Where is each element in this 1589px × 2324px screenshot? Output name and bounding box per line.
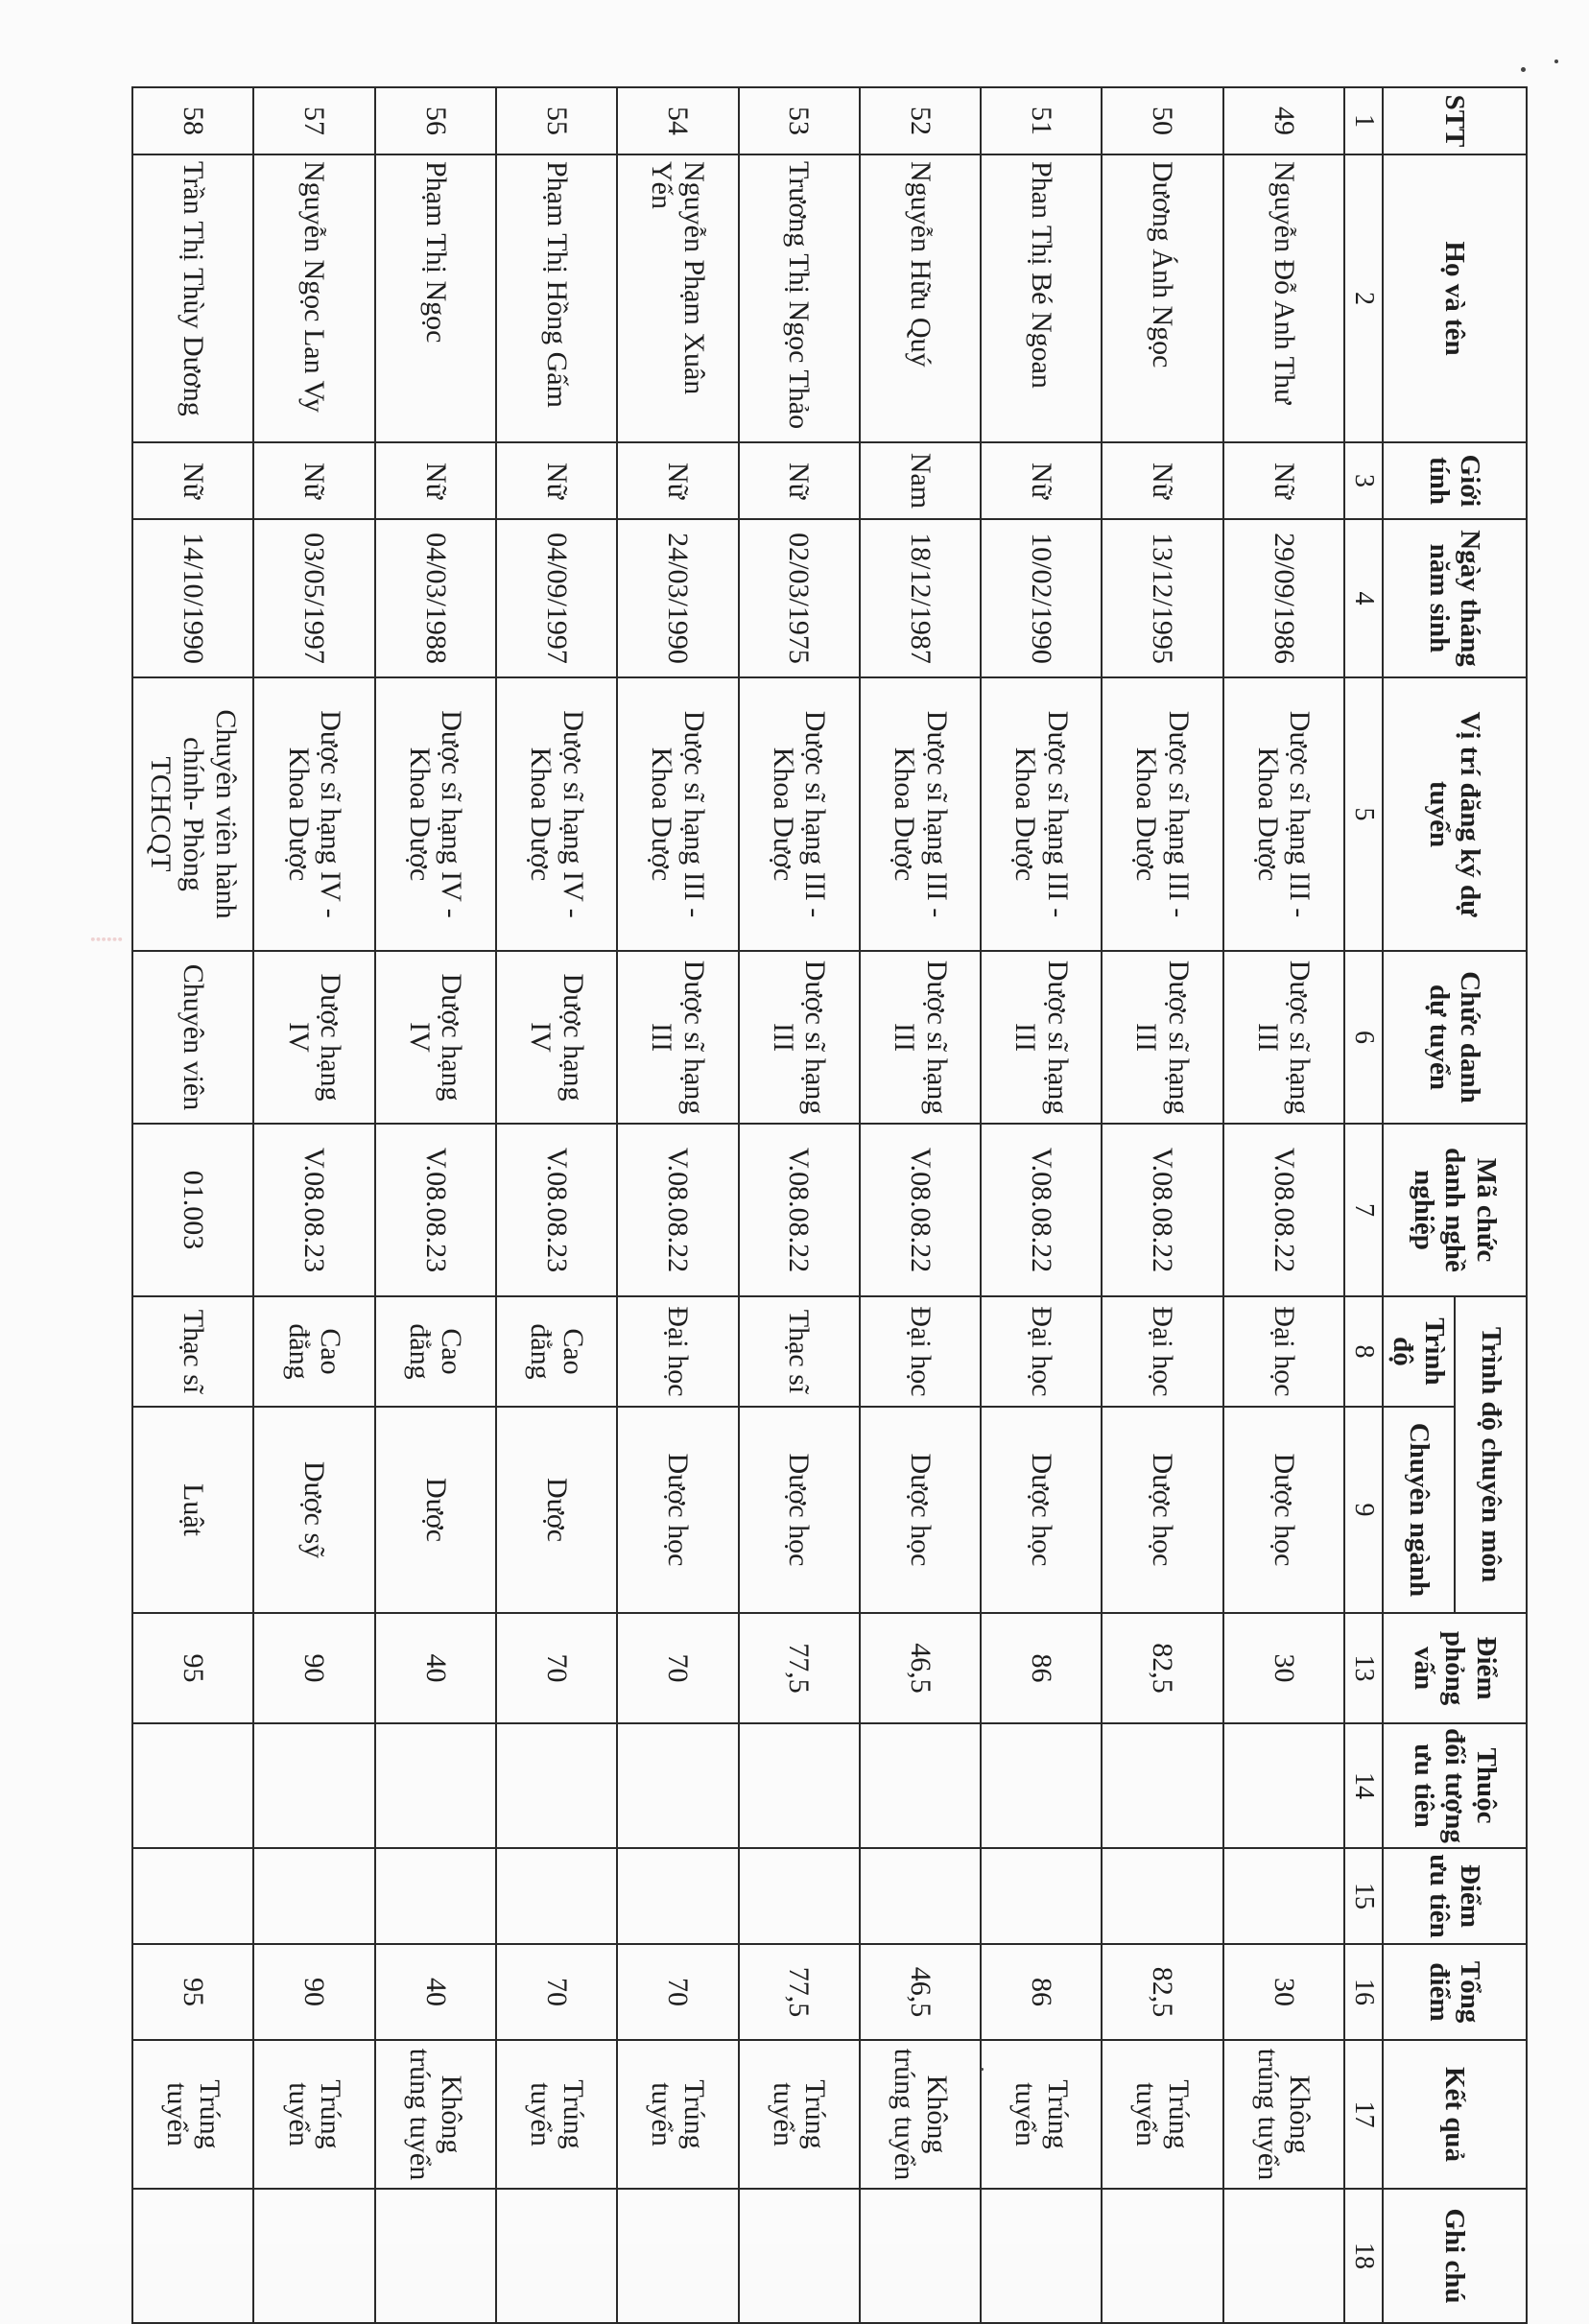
cell-title: Dược sĩ hạng III [1102, 951, 1222, 1124]
cell-title: Dược hạng IV [375, 951, 496, 1124]
cell-dob: 04/03/1988 [375, 519, 496, 677]
header-stt: STT [1383, 87, 1527, 154]
header-ghi-chu: Ghi chú [1383, 2189, 1527, 2323]
cell-note [860, 2189, 981, 2323]
table-row [860, 87, 981, 2323]
header-vi-tri: Vị trí đăng ký dự tuyển [1383, 677, 1527, 951]
cell-stt: 54 [617, 87, 738, 154]
cell-name: Trương Thị Ngọc Thảo [739, 154, 860, 442]
header-chuc-danh: Chức danh dự tuyển [1383, 951, 1527, 1124]
cell-level: Thạc sĩ [132, 1296, 253, 1407]
cell-result: Không trúng tuyển [1223, 2040, 1344, 2189]
cell-stt: 52 [860, 87, 981, 154]
cell-code: V.08.08.22 [1102, 1124, 1222, 1296]
col-number: 7 [1344, 1124, 1383, 1296]
cell-stt: 58 [132, 87, 253, 154]
cell-level: Đại học [860, 1296, 981, 1407]
col-number: 17 [1344, 2040, 1383, 2189]
cell-code: V.08.08.22 [617, 1124, 738, 1296]
header-ket-qua: Kết quả [1383, 2040, 1527, 2189]
cell-total-score: 30 [1223, 1944, 1344, 2040]
cell-position: Dược sĩ hạng IV - Khoa Dược [375, 677, 496, 951]
cell-position: Dược sĩ hạng III - Khoa Dược [739, 677, 860, 951]
table-row [496, 87, 617, 2323]
cell-gender: Nam [860, 442, 981, 519]
cell-priority-group [253, 1723, 374, 1848]
cell-title: Chuyên viên [132, 951, 253, 1124]
col-number: 6 [1344, 951, 1383, 1124]
cell-title: Dược sĩ hạng III [617, 951, 738, 1124]
col-number: 16 [1344, 1944, 1383, 2040]
cell-total-score: 77,5 [739, 1944, 860, 2040]
header-chuyen-nganh: Chuyên ngành [1383, 1407, 1455, 1613]
cell-interview-score: 46,5 [860, 1613, 981, 1723]
cell-dob: 04/09/1997 [496, 519, 617, 677]
cell-level: Cao đẳng [375, 1296, 496, 1407]
col-number: 5 [1344, 677, 1383, 951]
cell-result: Trúng tuyển [739, 2040, 860, 2189]
cell-priority-score [1102, 1848, 1222, 1944]
header-ho-ten: Họ và tên [1383, 154, 1527, 442]
cell-dob: 24/03/1990 [617, 519, 738, 677]
cell-stt: 49 [1223, 87, 1344, 154]
cell-name: Nguyễn Ngọc Lan Vy [253, 154, 374, 442]
cell-priority-group [617, 1723, 738, 1848]
faint-red-mark: ⸽ [90, 936, 122, 943]
cell-major: Dược học [1223, 1407, 1344, 1613]
col-number: 18 [1344, 2189, 1383, 2323]
cell-level: Đại học [1102, 1296, 1222, 1407]
cell-major: Dược học [739, 1407, 860, 1613]
cell-major: Dược [375, 1407, 496, 1613]
cell-dob: 14/10/1990 [132, 519, 253, 677]
cell-position: Dược sĩ hạng III - Khoa Dược [981, 677, 1102, 951]
scan-speck [981, 2068, 984, 2071]
cell-major: Dược học [981, 1407, 1102, 1613]
cell-priority-group [375, 1723, 496, 1848]
scan-speck [1521, 67, 1526, 72]
cell-level: Cao đẳng [253, 1296, 374, 1407]
cell-result: Trúng tuyển [132, 2040, 253, 2189]
cell-stt: 56 [375, 87, 496, 154]
cell-dob: 03/05/1997 [253, 519, 374, 677]
col-number: 15 [1344, 1848, 1383, 1944]
header-trinh-do-chuyen-mon: Trình độ chuyên môn [1455, 1296, 1527, 1613]
cell-major: Dược học [860, 1407, 981, 1613]
header-diem-phong-van: Điểm phỏng vấn [1383, 1613, 1527, 1723]
cell-priority-score [739, 1848, 860, 1944]
header-ngay-sinh: Ngày tháng năm sinh [1383, 519, 1527, 677]
table-row [617, 87, 738, 2323]
cell-result: Không trúng tuyển [860, 2040, 981, 2189]
cell-gender: Nữ [253, 442, 374, 519]
cell-code: V.08.08.22 [739, 1124, 860, 1296]
cell-total-score: 86 [981, 1944, 1102, 2040]
cell-result: Trúng tuyển [496, 2040, 617, 2189]
cell-major: Luật [132, 1407, 253, 1613]
col-number: 2 [1344, 154, 1383, 442]
cell-name: Nguyễn Phạm Xuân Yến [617, 154, 738, 442]
cell-gender: Nữ [132, 442, 253, 519]
cell-note [253, 2189, 374, 2323]
cell-position: Dược sĩ hạng IV - Khoa Dược [253, 677, 374, 951]
cell-position: Dược sĩ hạng III - Khoa Dược [860, 677, 981, 951]
cell-gender: Nữ [496, 442, 617, 519]
cell-title: Dược sĩ hạng III [860, 951, 981, 1124]
cell-gender: Nữ [1102, 442, 1222, 519]
cell-total-score: 90 [253, 1944, 374, 2040]
cell-interview-score: 90 [253, 1613, 374, 1723]
header-row-1 [1455, 87, 1527, 2323]
cell-interview-score: 40 [375, 1613, 496, 1723]
cell-result: Trúng tuyển [981, 2040, 1102, 2189]
cell-code: V.08.08.23 [253, 1124, 374, 1296]
cell-name: Trần Thị Thùy Dương [132, 154, 253, 442]
cell-code: V.08.08.23 [375, 1124, 496, 1296]
header-tong-diem: Tổng điểm [1383, 1944, 1527, 2040]
col-number: 13 [1344, 1613, 1383, 1723]
scan-speck [1554, 59, 1558, 63]
cell-level: Thạc sĩ [739, 1296, 860, 1407]
cell-priority-group [1102, 1723, 1222, 1848]
cell-title: Dược hạng IV [253, 951, 374, 1124]
cell-total-score: 40 [375, 1944, 496, 2040]
cell-priority-score [981, 1848, 1102, 1944]
cell-title: Dược sĩ hạng III [981, 951, 1102, 1124]
table-row [1223, 87, 1344, 2323]
cell-code: V.08.08.22 [981, 1124, 1102, 1296]
cell-title: Dược sĩ hạng III [1223, 951, 1344, 1124]
table-row [253, 87, 374, 2323]
cell-dob: 10/02/1990 [981, 519, 1102, 677]
cell-position: Chuyên viên hành chính- Phòng TCHCQT [132, 677, 253, 951]
col-number: 4 [1344, 519, 1383, 677]
cell-priority-group [981, 1723, 1102, 1848]
col-number: 3 [1344, 442, 1383, 519]
cell-interview-score: 70 [617, 1613, 738, 1723]
cell-stt: 53 [739, 87, 860, 154]
col-number: 9 [1344, 1407, 1383, 1613]
cell-priority-group [132, 1723, 253, 1848]
cell-note [617, 2189, 738, 2323]
cell-interview-score: 95 [132, 1613, 253, 1723]
cell-priority-group [739, 1723, 860, 1848]
cell-gender: Nữ [981, 442, 1102, 519]
table-row [132, 87, 253, 2323]
cell-interview-score: 77,5 [739, 1613, 860, 1723]
cell-priority-score [860, 1848, 981, 1944]
cell-priority-score [496, 1848, 617, 1944]
cell-result: Không trúng tuyển [375, 2040, 496, 2189]
cell-total-score: 82,5 [1102, 1944, 1222, 2040]
cell-gender: Nữ [1223, 442, 1344, 519]
cell-interview-score: 30 [1223, 1613, 1344, 1723]
header-diem-uu-tien: Điểm ưu tiên [1383, 1848, 1527, 1944]
cell-result: Trúng tuyển [253, 2040, 374, 2189]
table-row [739, 87, 860, 2323]
cell-note [1102, 2189, 1222, 2323]
cell-level: Đại học [617, 1296, 738, 1407]
cell-priority-group [860, 1723, 981, 1848]
cell-dob: 18/12/1987 [860, 519, 981, 677]
cell-stt: 50 [1102, 87, 1222, 154]
cell-total-score: 70 [617, 1944, 738, 2040]
cell-name: Dương Ánh Ngọc [1102, 154, 1222, 442]
cell-major: Dược học [617, 1407, 738, 1613]
cell-interview-score: 70 [496, 1613, 617, 1723]
table-row [375, 87, 496, 2323]
cell-name: Phạm Thị Ngọc [375, 154, 496, 442]
table-row [981, 87, 1102, 2323]
cell-code: V.08.08.23 [496, 1124, 617, 1296]
cell-level: Đại học [981, 1296, 1102, 1407]
cell-dob: 02/03/1975 [739, 519, 860, 677]
cell-priority-score [375, 1848, 496, 1944]
cell-code: 01.003 [132, 1124, 253, 1296]
results-table [131, 86, 1528, 2324]
cell-note [981, 2189, 1102, 2323]
cell-name: Nguyễn Đỗ Anh Thư [1223, 154, 1344, 442]
header-doi-tuong-uu-tien: Thuộc đối tượng ưu tiên [1383, 1723, 1527, 1848]
cell-total-score: 95 [132, 1944, 253, 2040]
cell-note [1223, 2189, 1344, 2323]
col-number: 14 [1344, 1723, 1383, 1848]
cell-note [132, 2189, 253, 2323]
cell-result: Trúng tuyển [1102, 2040, 1222, 2189]
cell-total-score: 70 [496, 1944, 617, 2040]
cell-dob: 29/09/1986 [1223, 519, 1344, 677]
cell-priority-score [132, 1848, 253, 1944]
cell-gender: Nữ [617, 442, 738, 519]
cell-note [496, 2189, 617, 2323]
cell-gender: Nữ [739, 442, 860, 519]
cell-title: Dược hạng IV [496, 951, 617, 1124]
cell-priority-score [1223, 1848, 1344, 1944]
cell-priority-score [617, 1848, 738, 1944]
cell-priority-group [496, 1723, 617, 1848]
cell-level: Đại học [1223, 1296, 1344, 1407]
cell-major: Dược sỹ [253, 1407, 374, 1613]
cell-name: Nguyễn Hữu Quý [860, 154, 981, 442]
header-trinh-do: Trình độ [1383, 1296, 1455, 1407]
rotated-table-container [131, 86, 1528, 2304]
cell-stt: 51 [981, 87, 1102, 154]
cell-code: V.08.08.22 [860, 1124, 981, 1296]
col-number: 8 [1344, 1296, 1383, 1407]
table-row [1102, 87, 1222, 2323]
column-number-row [1344, 87, 1383, 2323]
cell-position: Dược sĩ hạng III - Khoa Dược [1102, 677, 1222, 951]
cell-major: Dược học [1102, 1407, 1222, 1613]
cell-result: Trúng tuyển [617, 2040, 738, 2189]
cell-position: Dược sĩ hạng III - Khoa Dược [1223, 677, 1344, 951]
cell-dob: 13/12/1995 [1102, 519, 1222, 677]
cell-priority-group [1223, 1723, 1344, 1848]
cell-note [375, 2189, 496, 2323]
header-gioi-tinh: Giới tính [1383, 442, 1527, 519]
cell-title: Dược sĩ hạng III [739, 951, 860, 1124]
cell-stt: 57 [253, 87, 374, 154]
col-number: 1 [1344, 87, 1383, 154]
cell-name: Phạm Thị Hồng Gấm [496, 154, 617, 442]
cell-level: Cao đẳng [496, 1296, 617, 1407]
cell-interview-score: 82,5 [1102, 1613, 1222, 1723]
header-ma-chuc-danh: Mã chức danh nghề nghiệp [1383, 1124, 1527, 1296]
cell-position: Dược sĩ hạng IV - Khoa Dược [496, 677, 617, 951]
cell-code: V.08.08.22 [1223, 1124, 1344, 1296]
cell-position: Dược sĩ hạng III - Khoa Dược [617, 677, 738, 951]
cell-gender: Nữ [375, 442, 496, 519]
cell-stt: 55 [496, 87, 617, 154]
cell-note [739, 2189, 860, 2323]
cell-name: Phan Thị Bé Ngoan [981, 154, 1102, 442]
cell-interview-score: 86 [981, 1613, 1102, 1723]
cell-total-score: 46,5 [860, 1944, 981, 2040]
cell-major: Dược [496, 1407, 617, 1613]
cell-priority-score [253, 1848, 374, 1944]
